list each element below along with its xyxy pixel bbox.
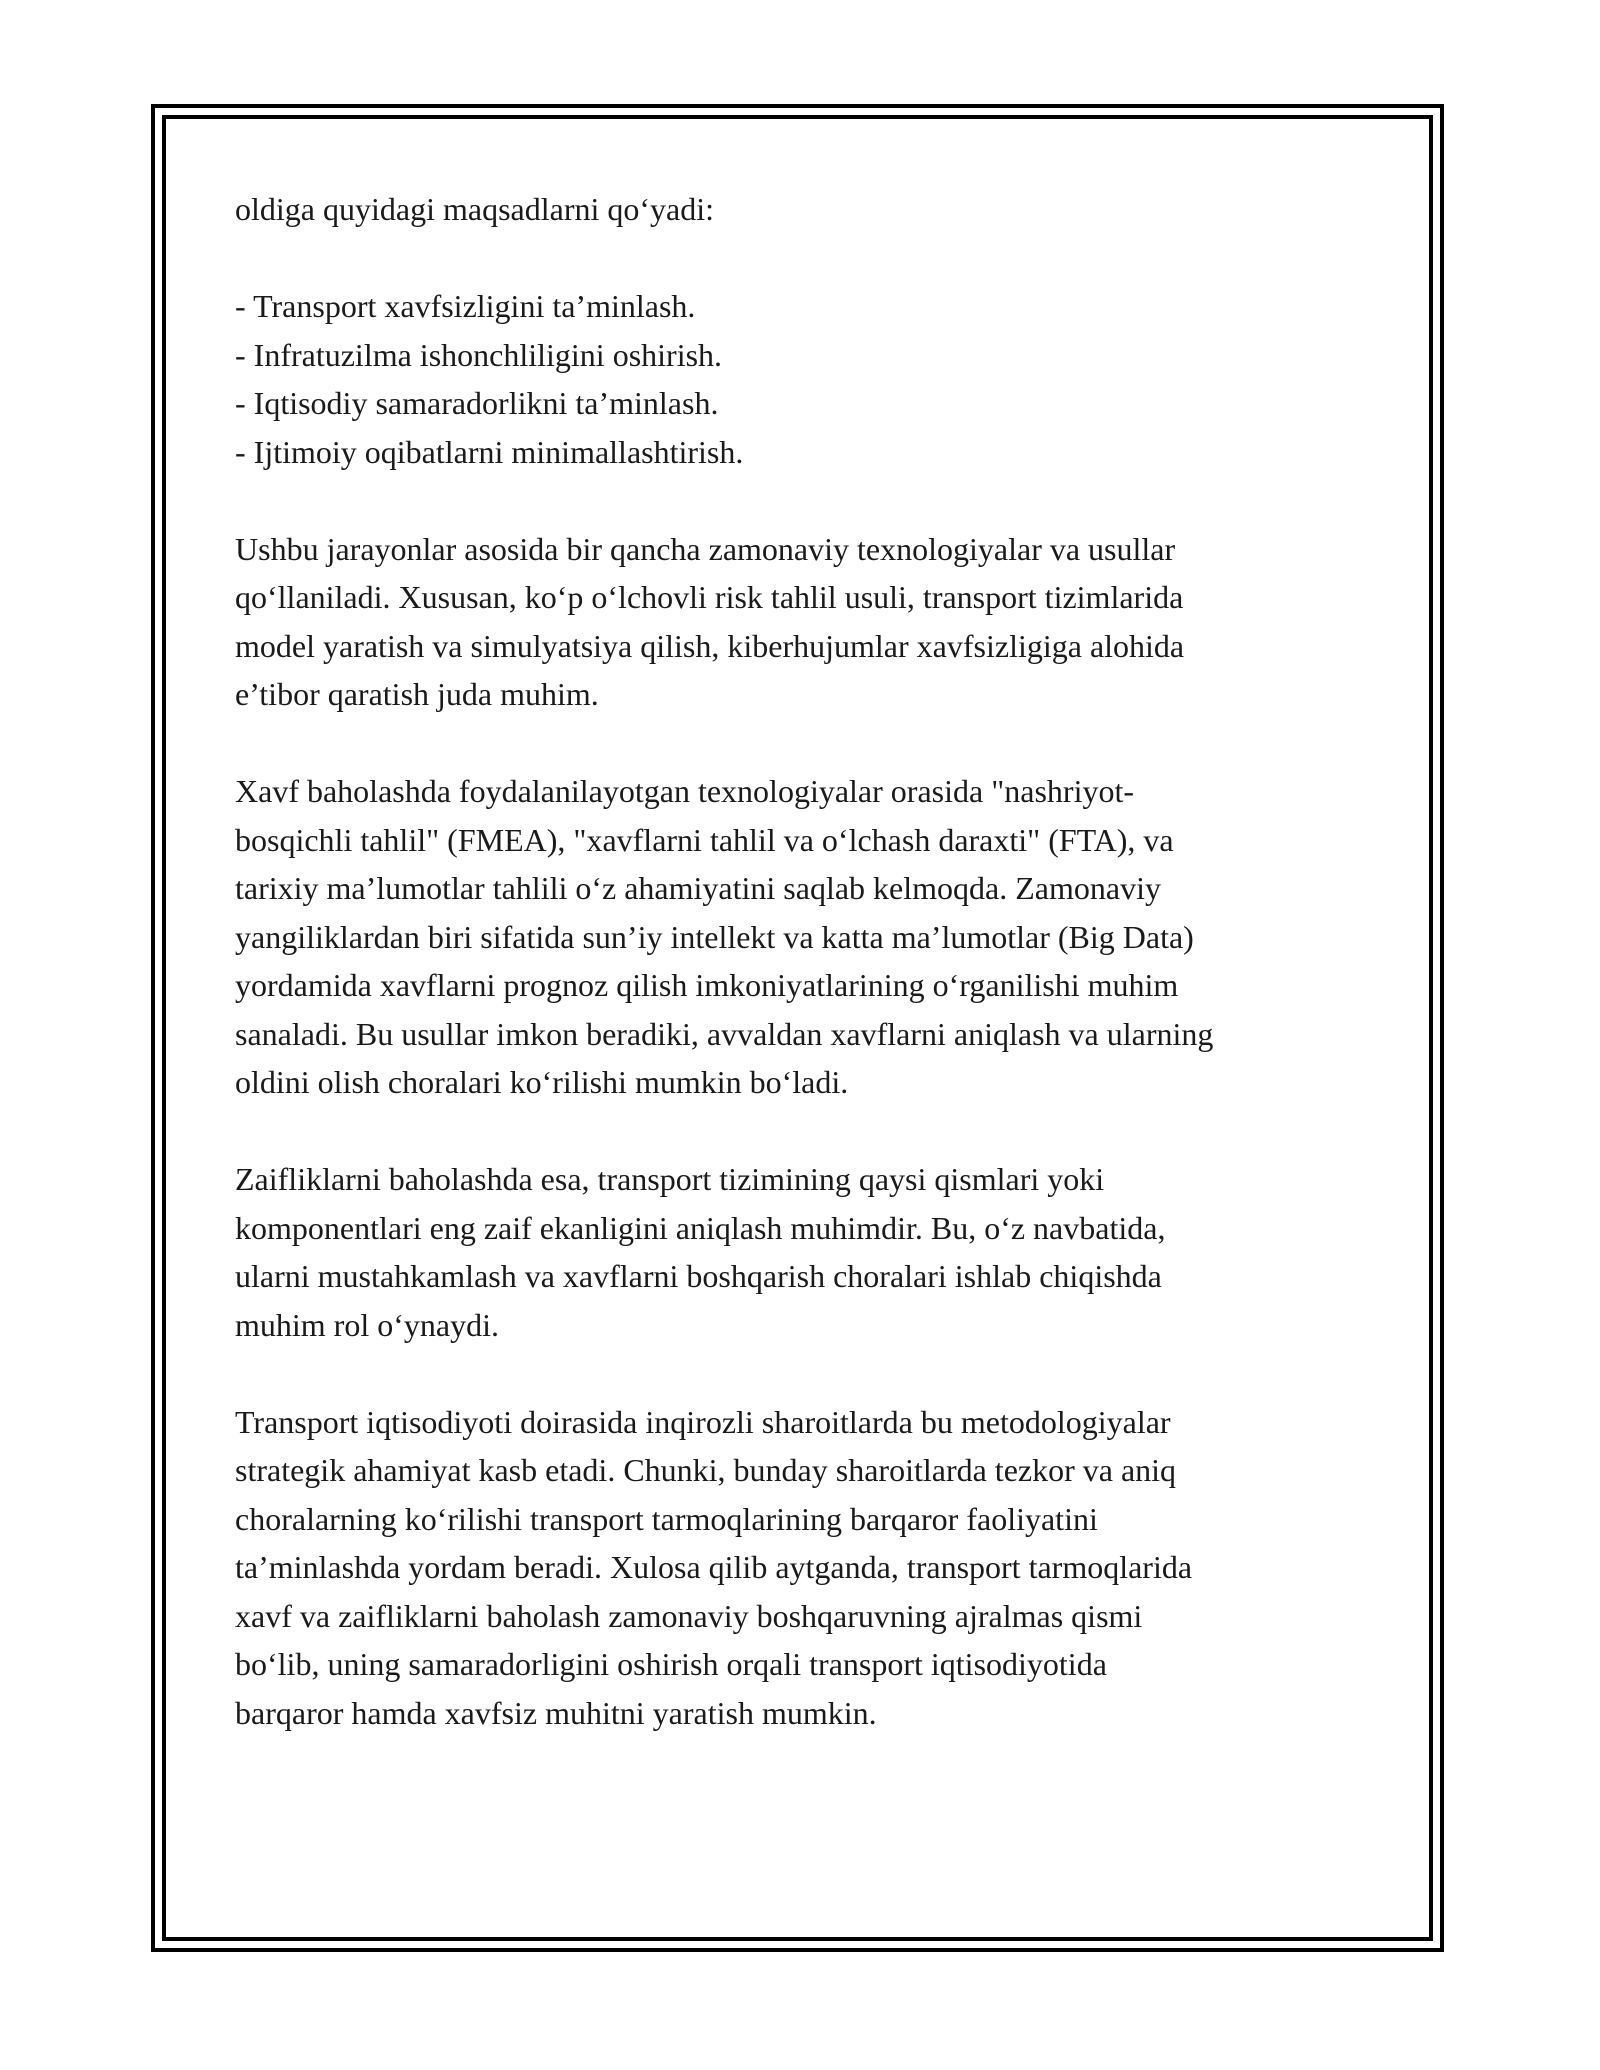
goal-item: - Iqtisodiy samaradorlikni ta’minlash. — [235, 385, 719, 421]
paragraph-risk-assessment: Xavf baholashda foydalanilayotgan texnologiyalar orasida "nashriyot- bosqichli tahlil" (FMEA), "xavflarni tahlil va o‘lchash daraxti" (FTA), va tarixiy ma’lumotlar tahlili o‘z ahamiyatini saqlab kelmoqda. Zamonaviy yangiliklardan biri sifatida sun’iy intellekt va katta ma’lumotlar (Big Data) yordamida xavflarni prognoz qilish imkoniyatlarining o‘rganilishi muhim sanaladi. Bu usullar imkon beradiki, avvaldan xavflarni aniqlash va ularning oldini olish choralari ko‘rilishi mumkin bo‘ladi. — [235, 773, 1214, 1100]
goal-item: - Ijtimoiy oqibatlarni minimallashtirish. — [235, 433, 744, 470]
paragraph-conclusion: Transport iqtisodiyoti doirasida inqirozli sharoitlarda bu metodologiyalar strategik ahamiyat kasb etadi. Chunki, bunday sharoitlarda tezkor va aniq choralarning ko‘rilishi transport tarmoqlarining barqaror faoliyatini ta’minlashda yordam beradi. Xulosa qilib aytganda, transport tarmoqlarida xavf va zaifliklarni baholash zamonaviy boshqaruvning ajralmas qismi bo‘lib, uning samaradorligini oshirish orqali transport iqtisodiyotida barqaror hamda xavfsiz muhitni yaratish mumkin. — [235, 1403, 1193, 1731]
paragraph-technologies: Ushbu jarayonlar asosida bir qancha zamonaviy texnologiyalar va usullar qo‘llaniladi. Xususan, ko‘p o‘lchovli risk tahlil usuli, transport tizimlarida model yaratish va simulyatsiya qilish, kiberhujumlar xavfsizligiga alohida e’tibor qaratish juda muhim. — [235, 530, 1185, 712]
goal-item: - Transport xavfsizligini ta’minlash. — [235, 288, 696, 324]
goal-item: - Infratuzilma ishonchliligini oshirish. — [235, 336, 723, 373]
paragraph-vulnerabilities: Zaifliklarni baholashda esa, transport tizimining qaysi qismlari yoki komponentlari eng zaif ekanligini aniqlash muhimdir. Bu, o‘z navbatida, ularni mustahkamlash va xavflarni boshqarish choralari ishlab chiqishda muhim rol o‘ynaydi. — [235, 1161, 1166, 1343]
document-body — [235, 185, 1375, 1786]
intro-line: oldiga quyidagi maqsadlarni qo‘yadi: — [235, 191, 714, 227]
goals-list — [235, 282, 1375, 476]
